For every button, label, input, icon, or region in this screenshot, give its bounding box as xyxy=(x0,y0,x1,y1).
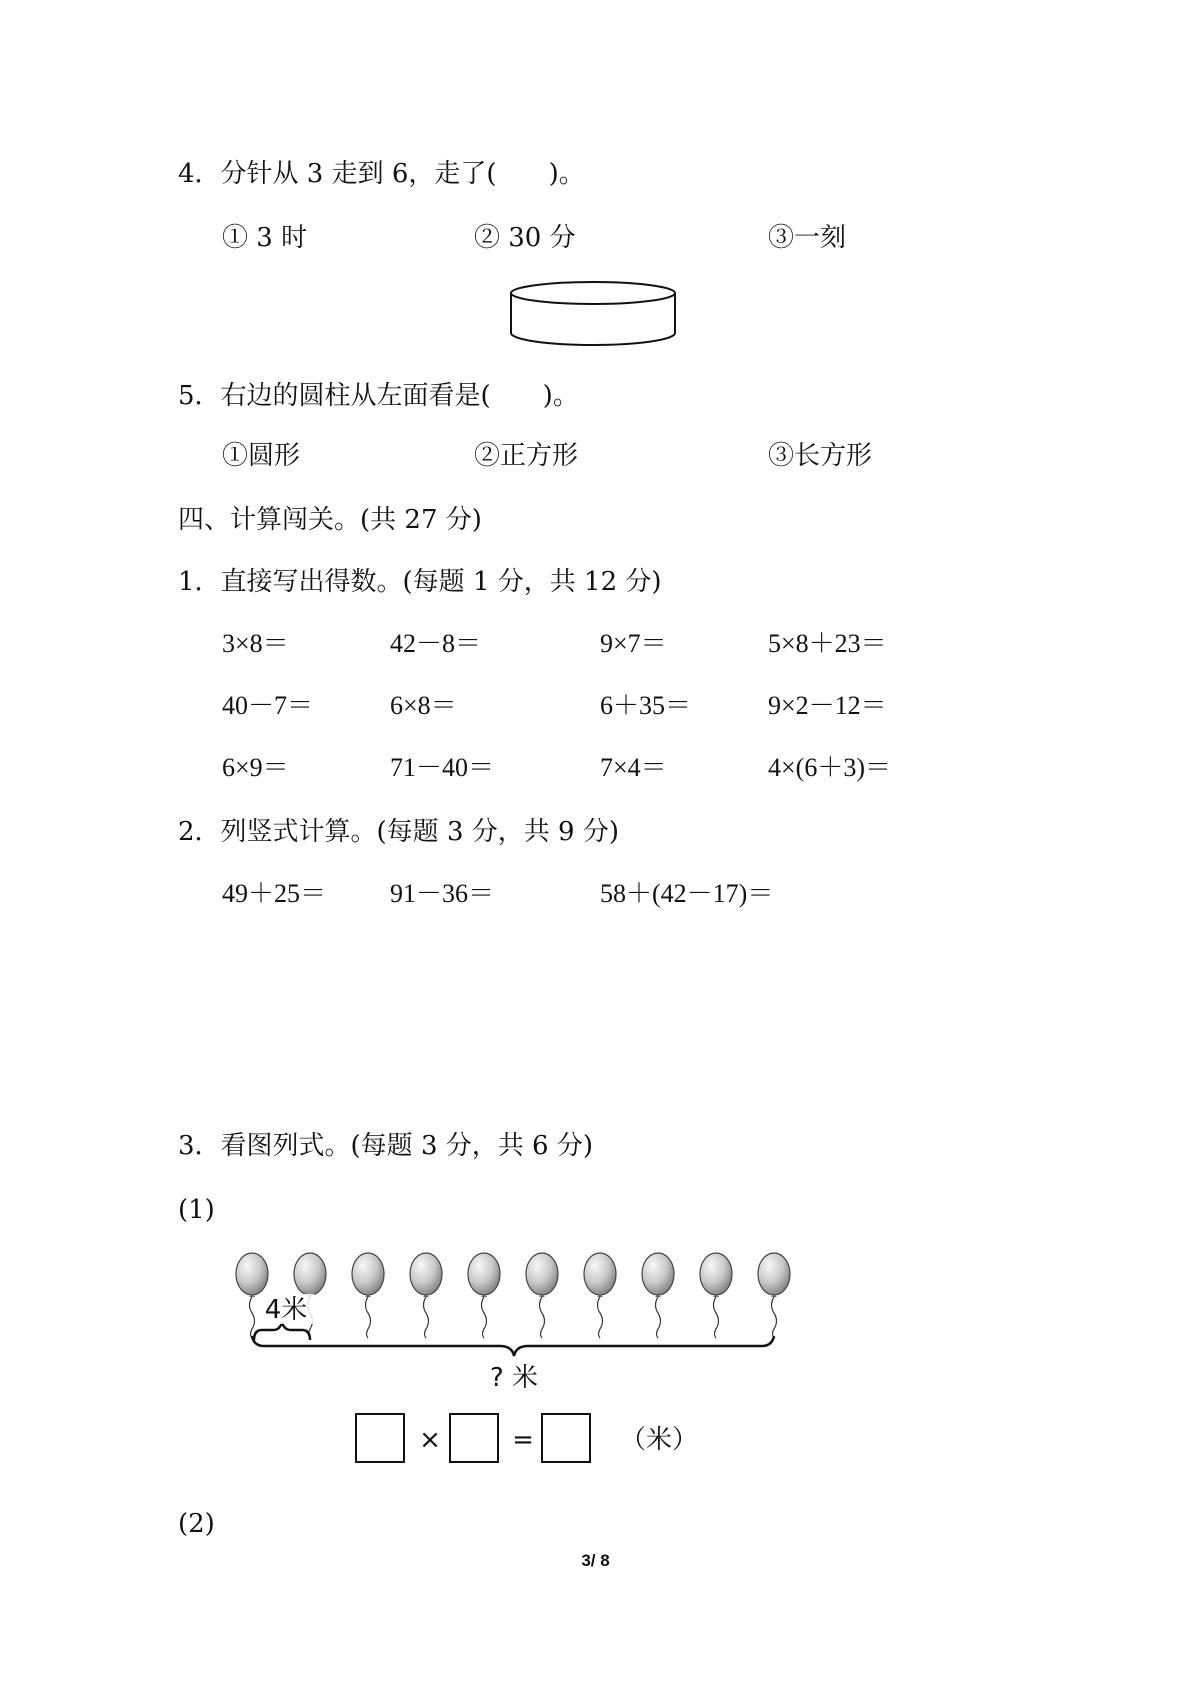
calc-item: 3×8＝ xyxy=(222,629,289,658)
page-number: 3/ 8 xyxy=(581,1551,610,1570)
calc-item: 7×4＝ xyxy=(600,753,667,782)
balloon-row xyxy=(236,1253,790,1338)
equals-sign: = xyxy=(512,1425,534,1455)
balloon xyxy=(584,1253,616,1338)
part-2-title: 2．列竖式计算。(每题 3 分，共 9 分) xyxy=(178,817,619,847)
q5-option-3: ③长方形 xyxy=(768,441,873,471)
calc-item: 71－40＝ xyxy=(390,753,495,782)
cylinder-top xyxy=(511,282,675,304)
part-3-title: 3．看图列式。(每题 3 分，共 6 分) xyxy=(178,1131,593,1161)
calc-item: 6×9＝ xyxy=(222,753,289,782)
balloon xyxy=(526,1253,558,1338)
vertical-calc-item: 58＋(42－17)＝ xyxy=(600,879,774,908)
balloon xyxy=(410,1253,442,1338)
calc-item: 5×8＋23＝ xyxy=(768,629,887,658)
calc-item: 42－8＝ xyxy=(390,629,482,658)
q4-option-1: ① 3 时 xyxy=(222,223,308,253)
balloon xyxy=(758,1253,790,1338)
vertical-calc-item: 91－36＝ xyxy=(390,879,495,908)
calc-item: 6＋35＝ xyxy=(600,691,692,720)
calc-item: 6×8＝ xyxy=(390,691,457,720)
vertical-calc-item: 49＋25＝ xyxy=(222,879,327,908)
q4-option-2: ② 30 分 xyxy=(474,223,576,253)
cylinder-figure xyxy=(508,278,680,350)
balloon xyxy=(642,1253,674,1338)
answer-box-1 xyxy=(356,1414,404,1462)
total-brace xyxy=(252,1336,774,1356)
section-4-title: 四、计算闯关。(共 27 分) xyxy=(178,505,482,535)
calc-item: 9×7＝ xyxy=(600,629,667,658)
gap-label: 4米 xyxy=(264,1295,308,1325)
balloon xyxy=(468,1253,500,1338)
sub-question-2-label: (2) xyxy=(178,1509,215,1539)
calc-item: 40－7＝ xyxy=(222,691,314,720)
balloon-figure xyxy=(220,1250,800,1470)
times-sign: × xyxy=(419,1425,441,1455)
q4-option-3: ③一刻 xyxy=(768,223,847,253)
q5-stem: 5．右边的圆柱从左面看是( )。 xyxy=(178,381,579,411)
unit-label: （米） xyxy=(620,1425,699,1455)
q4-stem: 4．分针从 3 走到 6，走了( )。 xyxy=(178,159,585,189)
answer-box-3 xyxy=(542,1414,590,1462)
sub-question-1-label: (1) xyxy=(178,1195,215,1225)
q5-option-2: ②正方形 xyxy=(474,441,579,471)
answer-box-2 xyxy=(450,1414,498,1462)
q5-option-1: ①圆形 xyxy=(222,441,301,471)
balloon xyxy=(700,1253,732,1338)
calc-item: 9×2－12＝ xyxy=(768,691,887,720)
part-1-title: 1．直接写出得数。(每题 1 分，共 12 分) xyxy=(178,567,662,597)
total-label: ? 米 xyxy=(489,1363,539,1393)
balloon xyxy=(352,1253,384,1338)
calc-item: 4×(6＋3)＝ xyxy=(768,753,891,782)
